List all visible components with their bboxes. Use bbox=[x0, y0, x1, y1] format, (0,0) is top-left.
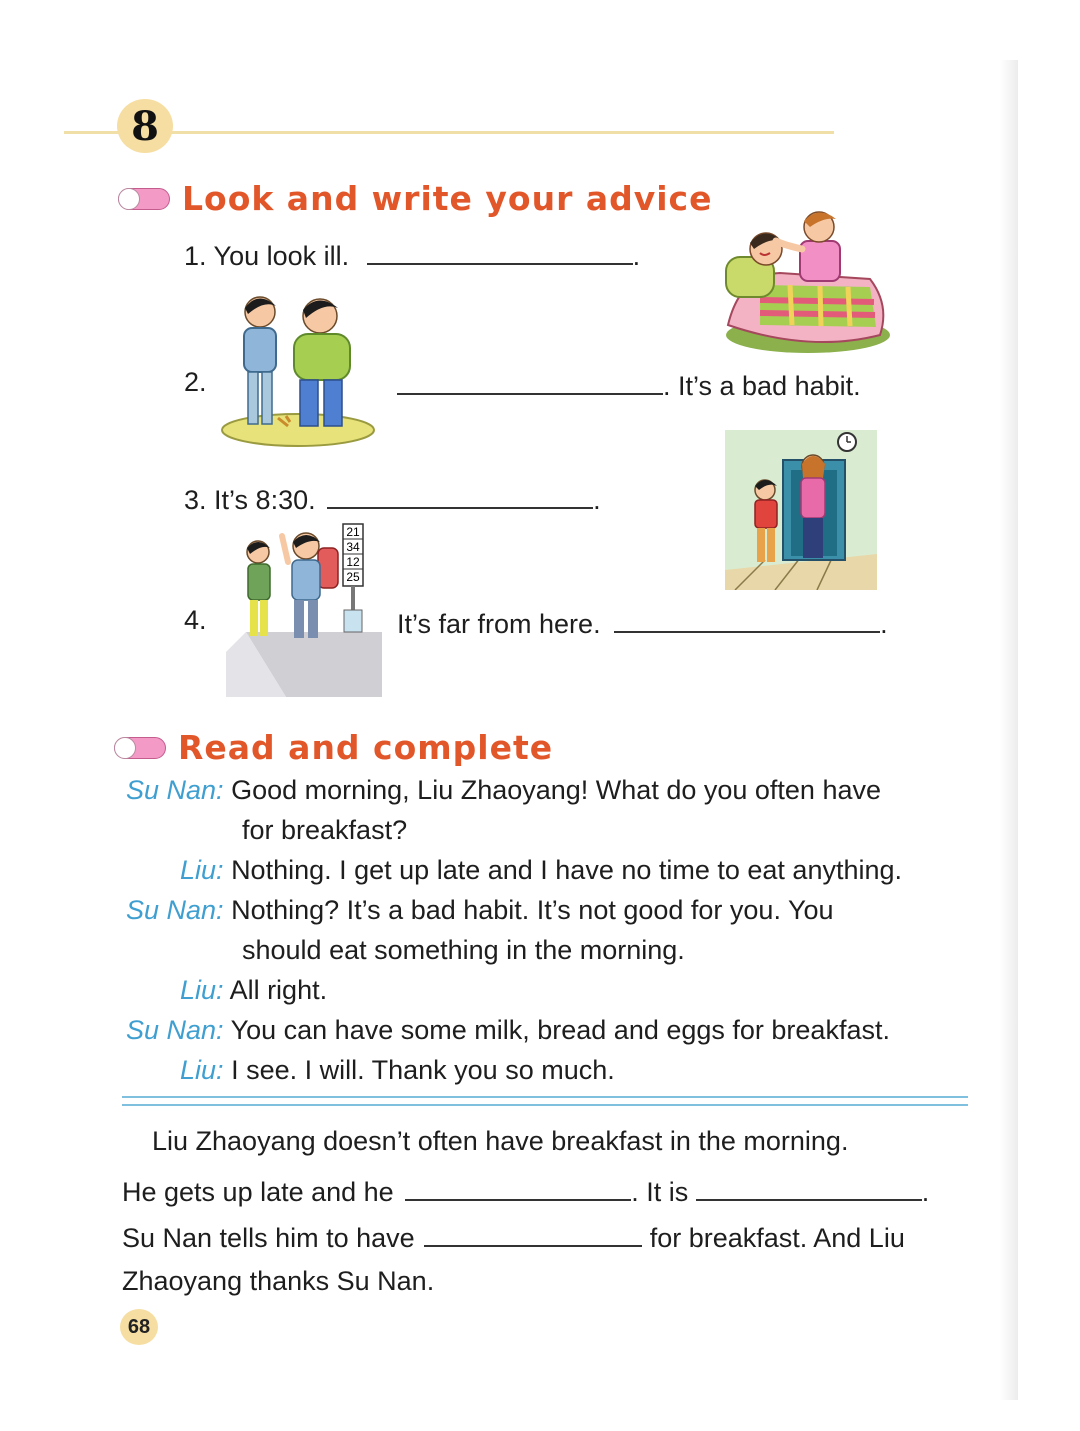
answer-blank[interactable] bbox=[696, 1173, 922, 1201]
summary-line-3 bbox=[122, 1219, 905, 1254]
littering-boys-illustration bbox=[218, 290, 378, 450]
item-suffix: . bbox=[632, 241, 641, 271]
exercise-item-2-number: 2. bbox=[184, 367, 207, 397]
bus-sign-number: 25 bbox=[346, 570, 360, 584]
dialogue-text: Nothing? It’s a bad habit. It’s not good for you. You bbox=[231, 895, 834, 925]
dialogue-text: All right. bbox=[229, 975, 328, 1005]
bus-stop-illustration bbox=[226, 522, 386, 697]
dialogue-line bbox=[180, 1055, 615, 1086]
section-heading-advice bbox=[118, 179, 713, 218]
exercise-item-3 bbox=[184, 481, 601, 516]
page-number: 68 bbox=[120, 1309, 158, 1345]
exercise-item-4-number: 4. bbox=[184, 605, 207, 635]
dialogue-text: You can have some milk, bread and eggs for breakfast. bbox=[230, 1015, 890, 1045]
summary-text: . bbox=[921, 1177, 930, 1207]
dialogue-line bbox=[126, 895, 834, 926]
dialogue-text: Nothing. I get up late and I have no time to eat anything. bbox=[231, 855, 903, 885]
dialogue-line bbox=[126, 775, 881, 806]
speaker-name: Liu: bbox=[180, 855, 224, 885]
answer-blank[interactable] bbox=[614, 605, 880, 633]
item-prompt: You look ill. bbox=[213, 241, 350, 271]
late-for-school-illustration bbox=[725, 430, 877, 590]
dialogue-text: I see. I will. Thank you so much. bbox=[231, 1055, 615, 1085]
summary-text: Su Nan tells him to have bbox=[122, 1223, 415, 1253]
pill-icon bbox=[118, 188, 170, 210]
answer-blank[interactable] bbox=[327, 481, 593, 509]
unit-header-line bbox=[64, 131, 834, 134]
item-prompt: It’s far from here. bbox=[397, 609, 601, 639]
dialogue-line bbox=[242, 815, 407, 846]
exercise-item-1 bbox=[184, 237, 640, 272]
summary-line-2 bbox=[122, 1173, 929, 1208]
separator-line bbox=[122, 1096, 968, 1098]
section-title: Look and write your advice bbox=[182, 179, 713, 218]
dialogue-text: should eat something in the morning. bbox=[242, 935, 685, 965]
answer-blank[interactable] bbox=[367, 237, 633, 265]
unit-number-badge: 8 bbox=[117, 99, 173, 153]
dialogue-text: for breakfast? bbox=[242, 815, 408, 845]
item-suffix: . bbox=[880, 609, 888, 639]
item-number: 1. bbox=[184, 241, 207, 271]
summary-line-1: Liu Zhaoyang doesn’t often have breakfast in the morning. bbox=[152, 1126, 849, 1156]
bus-sign-number: 34 bbox=[346, 540, 360, 554]
page-edge bbox=[1000, 60, 1018, 1400]
dialogue-line bbox=[180, 975, 327, 1006]
sick-child-illustration bbox=[720, 205, 890, 360]
answer-blank[interactable] bbox=[397, 367, 663, 395]
dialogue-line bbox=[126, 1015, 890, 1046]
exercise-item-2 bbox=[397, 367, 861, 402]
summary-text: He gets up late and he bbox=[122, 1177, 394, 1207]
answer-blank[interactable] bbox=[424, 1219, 642, 1247]
item-suffix: . bbox=[593, 485, 601, 515]
section-title: Read and complete bbox=[178, 728, 554, 767]
speaker-name: Liu: bbox=[180, 975, 224, 1005]
summary-line-4: Zhaoyang thanks Su Nan. bbox=[122, 1266, 435, 1296]
dialogue-text: Good morning, Liu Zhaoyang! What do you often have bbox=[231, 775, 881, 805]
speaker-name: Su Nan: bbox=[126, 1015, 224, 1045]
speaker-name: Su Nan: bbox=[126, 895, 224, 925]
exercise-item-4 bbox=[397, 605, 888, 640]
pill-icon bbox=[114, 737, 166, 759]
summary-text: . It is bbox=[631, 1177, 689, 1207]
dialogue-line bbox=[180, 855, 902, 886]
summary-text: for breakfast. And Liu bbox=[649, 1223, 905, 1253]
section-heading-read bbox=[114, 728, 553, 767]
answer-blank[interactable] bbox=[405, 1173, 631, 1201]
bus-sign-number: 12 bbox=[346, 555, 360, 569]
separator-line bbox=[122, 1104, 968, 1106]
speaker-name: Su Nan: bbox=[126, 775, 224, 805]
item-suffix: . It’s a bad habit. bbox=[663, 371, 861, 401]
speaker-name: Liu: bbox=[180, 1055, 224, 1085]
item-number: 3. bbox=[184, 485, 207, 515]
item-prompt: It’s 8:30. bbox=[214, 485, 316, 515]
bus-sign-number: 21 bbox=[346, 525, 360, 539]
dialogue-line bbox=[242, 935, 685, 966]
